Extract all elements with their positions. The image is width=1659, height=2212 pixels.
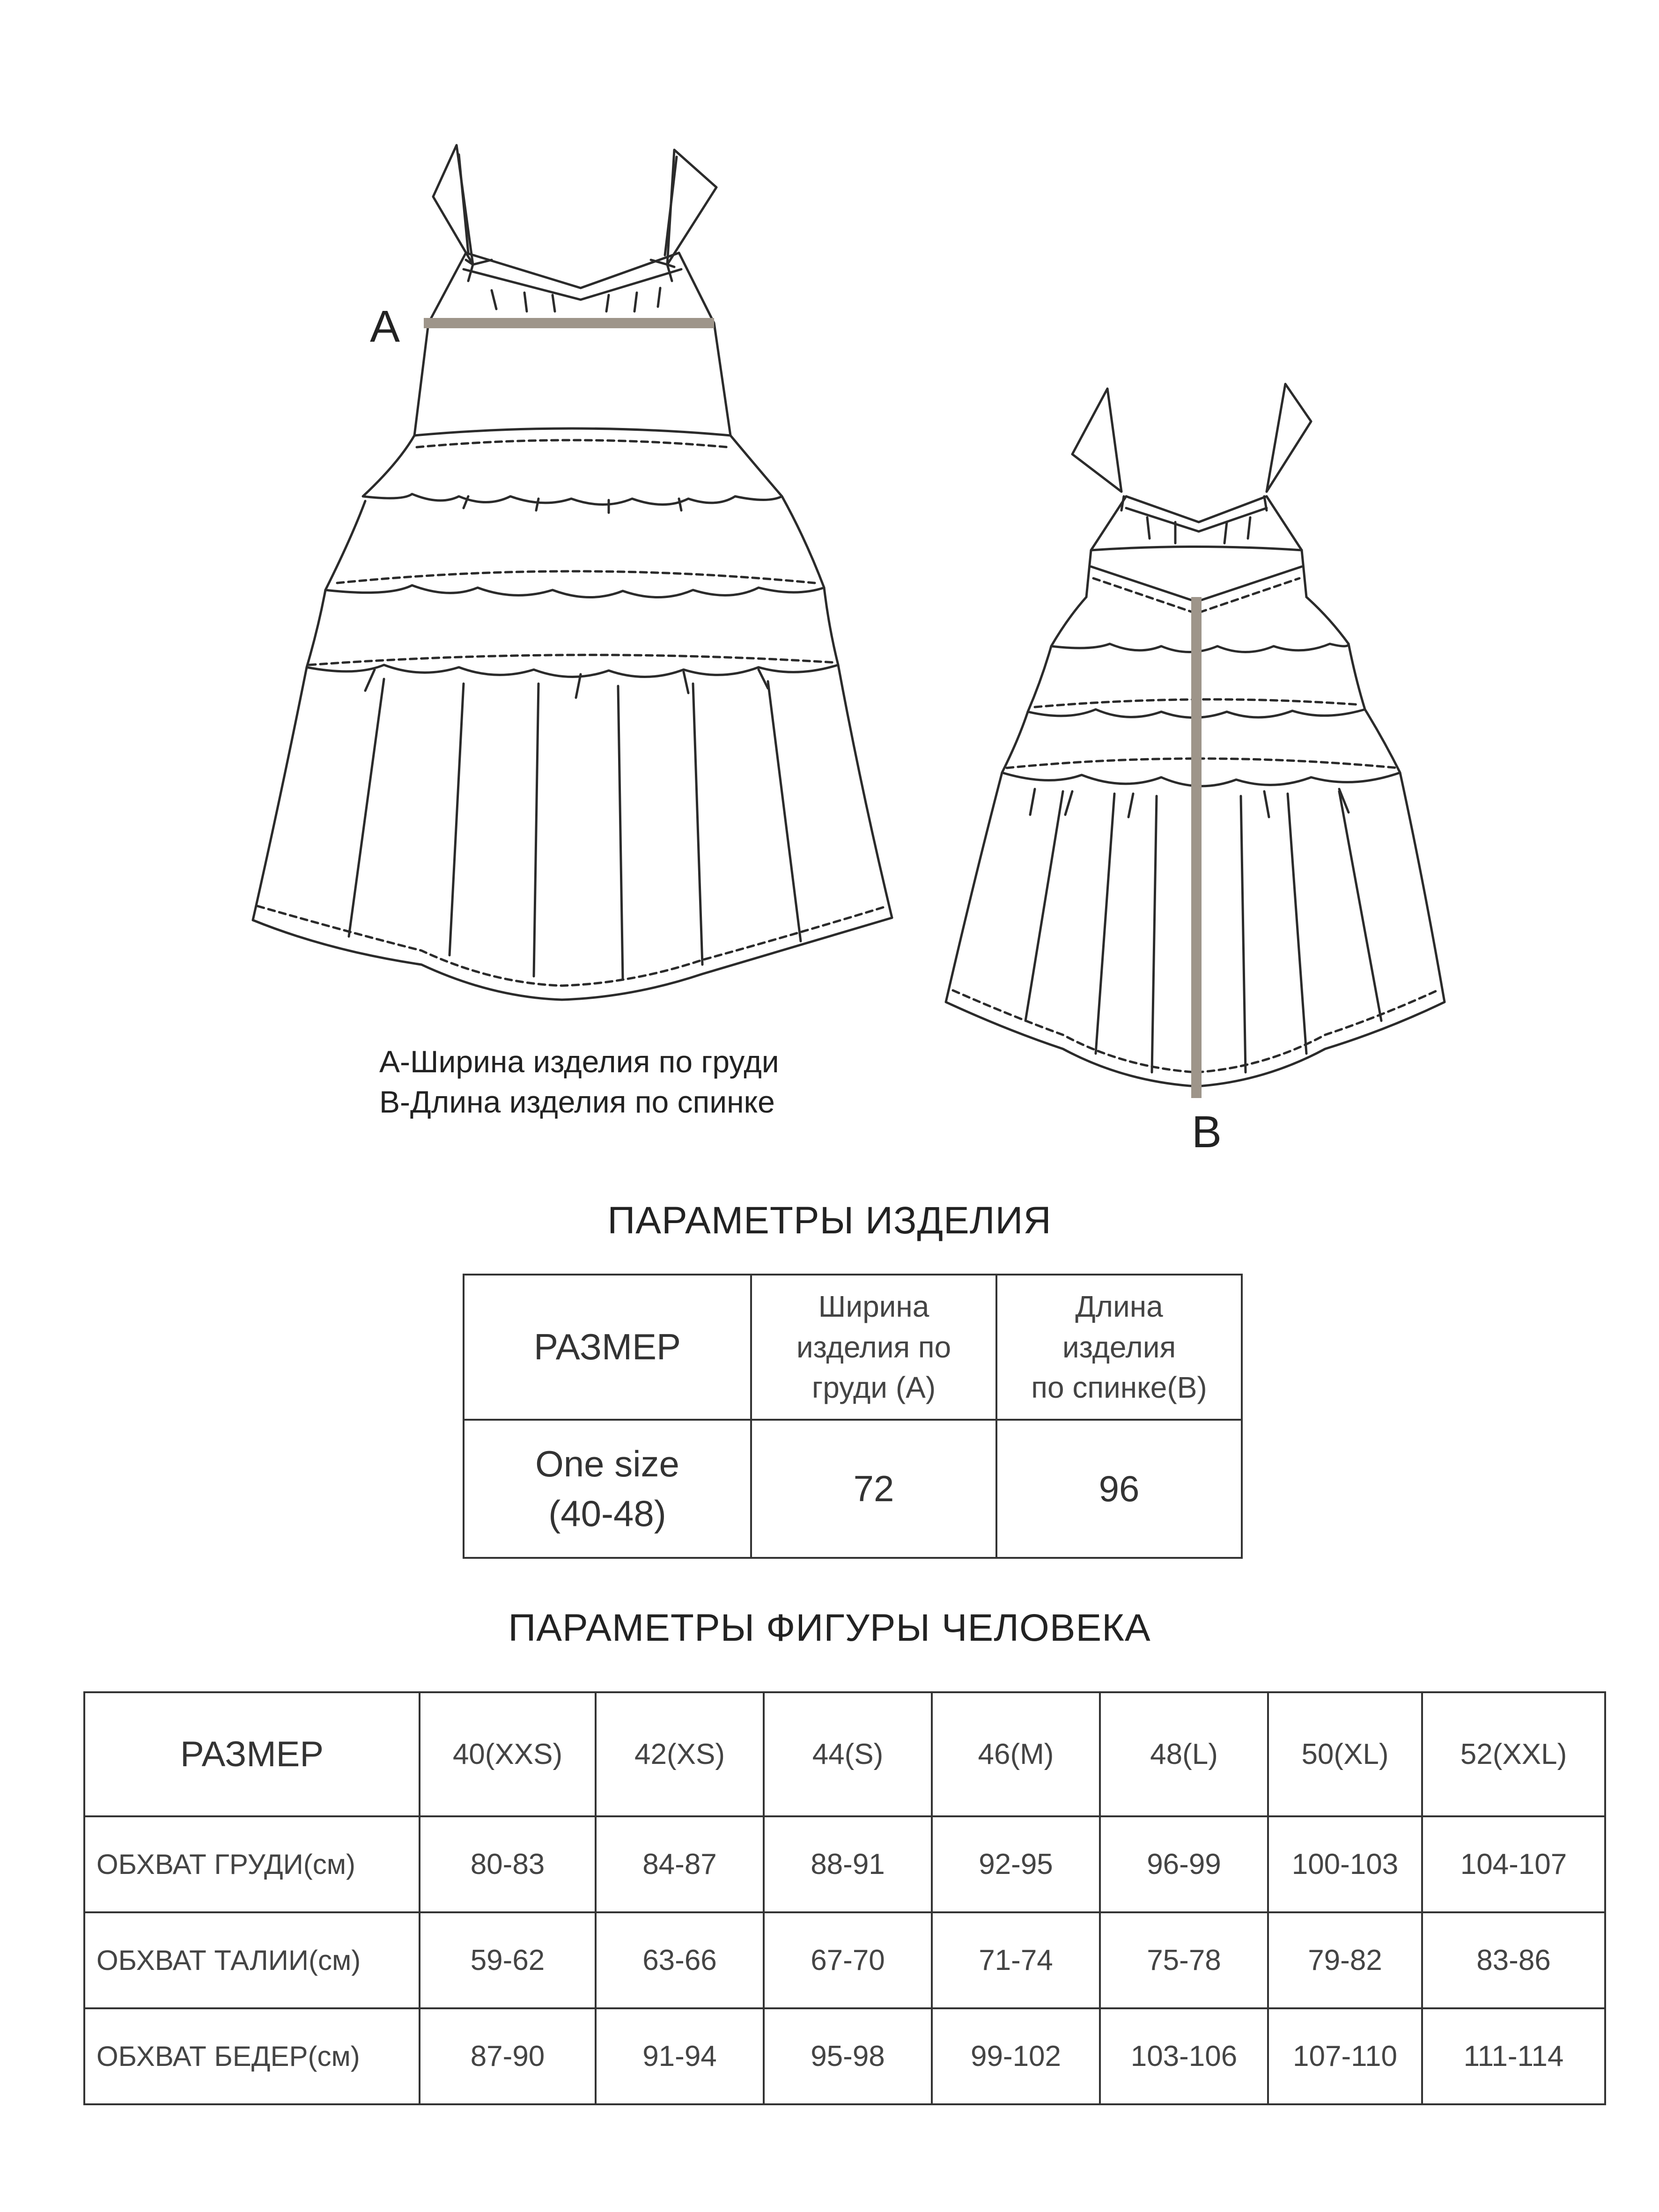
figure-params-table	[83, 1691, 1606, 2105]
table-cell: 67-70	[764, 1912, 932, 2008]
table-cell: 75-78	[1100, 1912, 1268, 2008]
chest-width-header	[751, 1275, 996, 1420]
table-cell: 103-106	[1100, 2008, 1268, 2104]
legend-chest-width: А-Ширина изделия по груди	[379, 1044, 779, 1079]
back-length-header-line: Длина	[1075, 1290, 1163, 1324]
size-column-header: 44(S)	[764, 1692, 932, 1816]
product-params-title: ПАРАМЕТРЫ ИЗДЕЛИЯ	[607, 1199, 1052, 1242]
product-params-header-row	[464, 1275, 1242, 1420]
size-header: РАЗМЕР	[84, 1692, 420, 1816]
table-cell: 84-87	[596, 1816, 764, 1912]
back-length-value: 96	[996, 1420, 1242, 1558]
marker-a: A	[370, 302, 400, 352]
chest-girth-row	[84, 1816, 1605, 1912]
row-label: ОБХВАТ ТАЛИИ(см)	[84, 1912, 420, 2008]
back-length-header-line: по спинке(В)	[1031, 1371, 1207, 1405]
size-column-header: 46(M)	[932, 1692, 1100, 1816]
back-length-header-line: изделия	[1062, 1330, 1176, 1364]
table-cell: 96-99	[1100, 1816, 1268, 1912]
table-cell: 104-107	[1422, 1816, 1605, 1912]
table-cell: 79-82	[1268, 1912, 1422, 2008]
table-cell: 83-86	[1422, 1912, 1605, 2008]
table-cell: 71-74	[932, 1912, 1100, 2008]
size-column-header: 40(XXS)	[420, 1692, 596, 1816]
table-cell: 107-110	[1268, 2008, 1422, 2104]
chest-width-header-line: изделия по	[796, 1330, 951, 1364]
table-cell: 63-66	[596, 1912, 764, 2008]
table-cell: 87-90	[420, 2008, 596, 2104]
size-column-header: 42(XS)	[596, 1692, 764, 1816]
legend	[379, 1042, 779, 1122]
waist-girth-row	[84, 1912, 1605, 2008]
table-cell: 111-114	[1422, 2008, 1605, 2104]
table-cell: 59-62	[420, 1912, 596, 2008]
back-dress-drawing	[946, 384, 1445, 1098]
size-column-header: 48(L)	[1100, 1692, 1268, 1816]
table-cell: 100-103	[1268, 1816, 1422, 1912]
front-dress-drawing	[253, 145, 892, 1000]
hip-girth-row	[84, 2008, 1605, 2104]
figure-params-header-row	[84, 1692, 1605, 1816]
size-cell	[464, 1420, 751, 1558]
table-cell: 88-91	[764, 1816, 932, 1912]
size-name: One size	[535, 1443, 679, 1485]
product-params-table	[463, 1274, 1243, 1559]
table-cell: 92-95	[932, 1816, 1100, 1912]
back-length-header	[996, 1275, 1242, 1420]
figure-params-title: ПАРАМЕТРЫ ФИГУРЫ ЧЕЛОВЕКА	[508, 1607, 1151, 1649]
table-cell: 95-98	[764, 2008, 932, 2104]
row-label: ОБХВАТ БЕДЕР(см)	[84, 2008, 420, 2104]
legend-back-length: В-Длина изделия по спинке	[379, 1084, 775, 1119]
table-cell: 91-94	[596, 2008, 764, 2104]
product-params-row	[464, 1420, 1242, 1558]
size-range: (40-48)	[548, 1492, 666, 1534]
size-header: РАЗМЕР	[464, 1275, 751, 1420]
marker-b: B	[1192, 1107, 1222, 1157]
size-column-header: 52(XXL)	[1422, 1692, 1605, 1816]
table-cell: 80-83	[420, 1816, 596, 1912]
table-cell: 99-102	[932, 2008, 1100, 2104]
chest-width-header-line: Ширина	[818, 1290, 929, 1324]
chest-width-value: 72	[751, 1420, 996, 1558]
size-column-header: 50(XL)	[1268, 1692, 1422, 1816]
chest-width-header-line: груди (А)	[811, 1371, 936, 1405]
row-label: ОБХВАТ ГРУДИ(см)	[84, 1816, 420, 1912]
